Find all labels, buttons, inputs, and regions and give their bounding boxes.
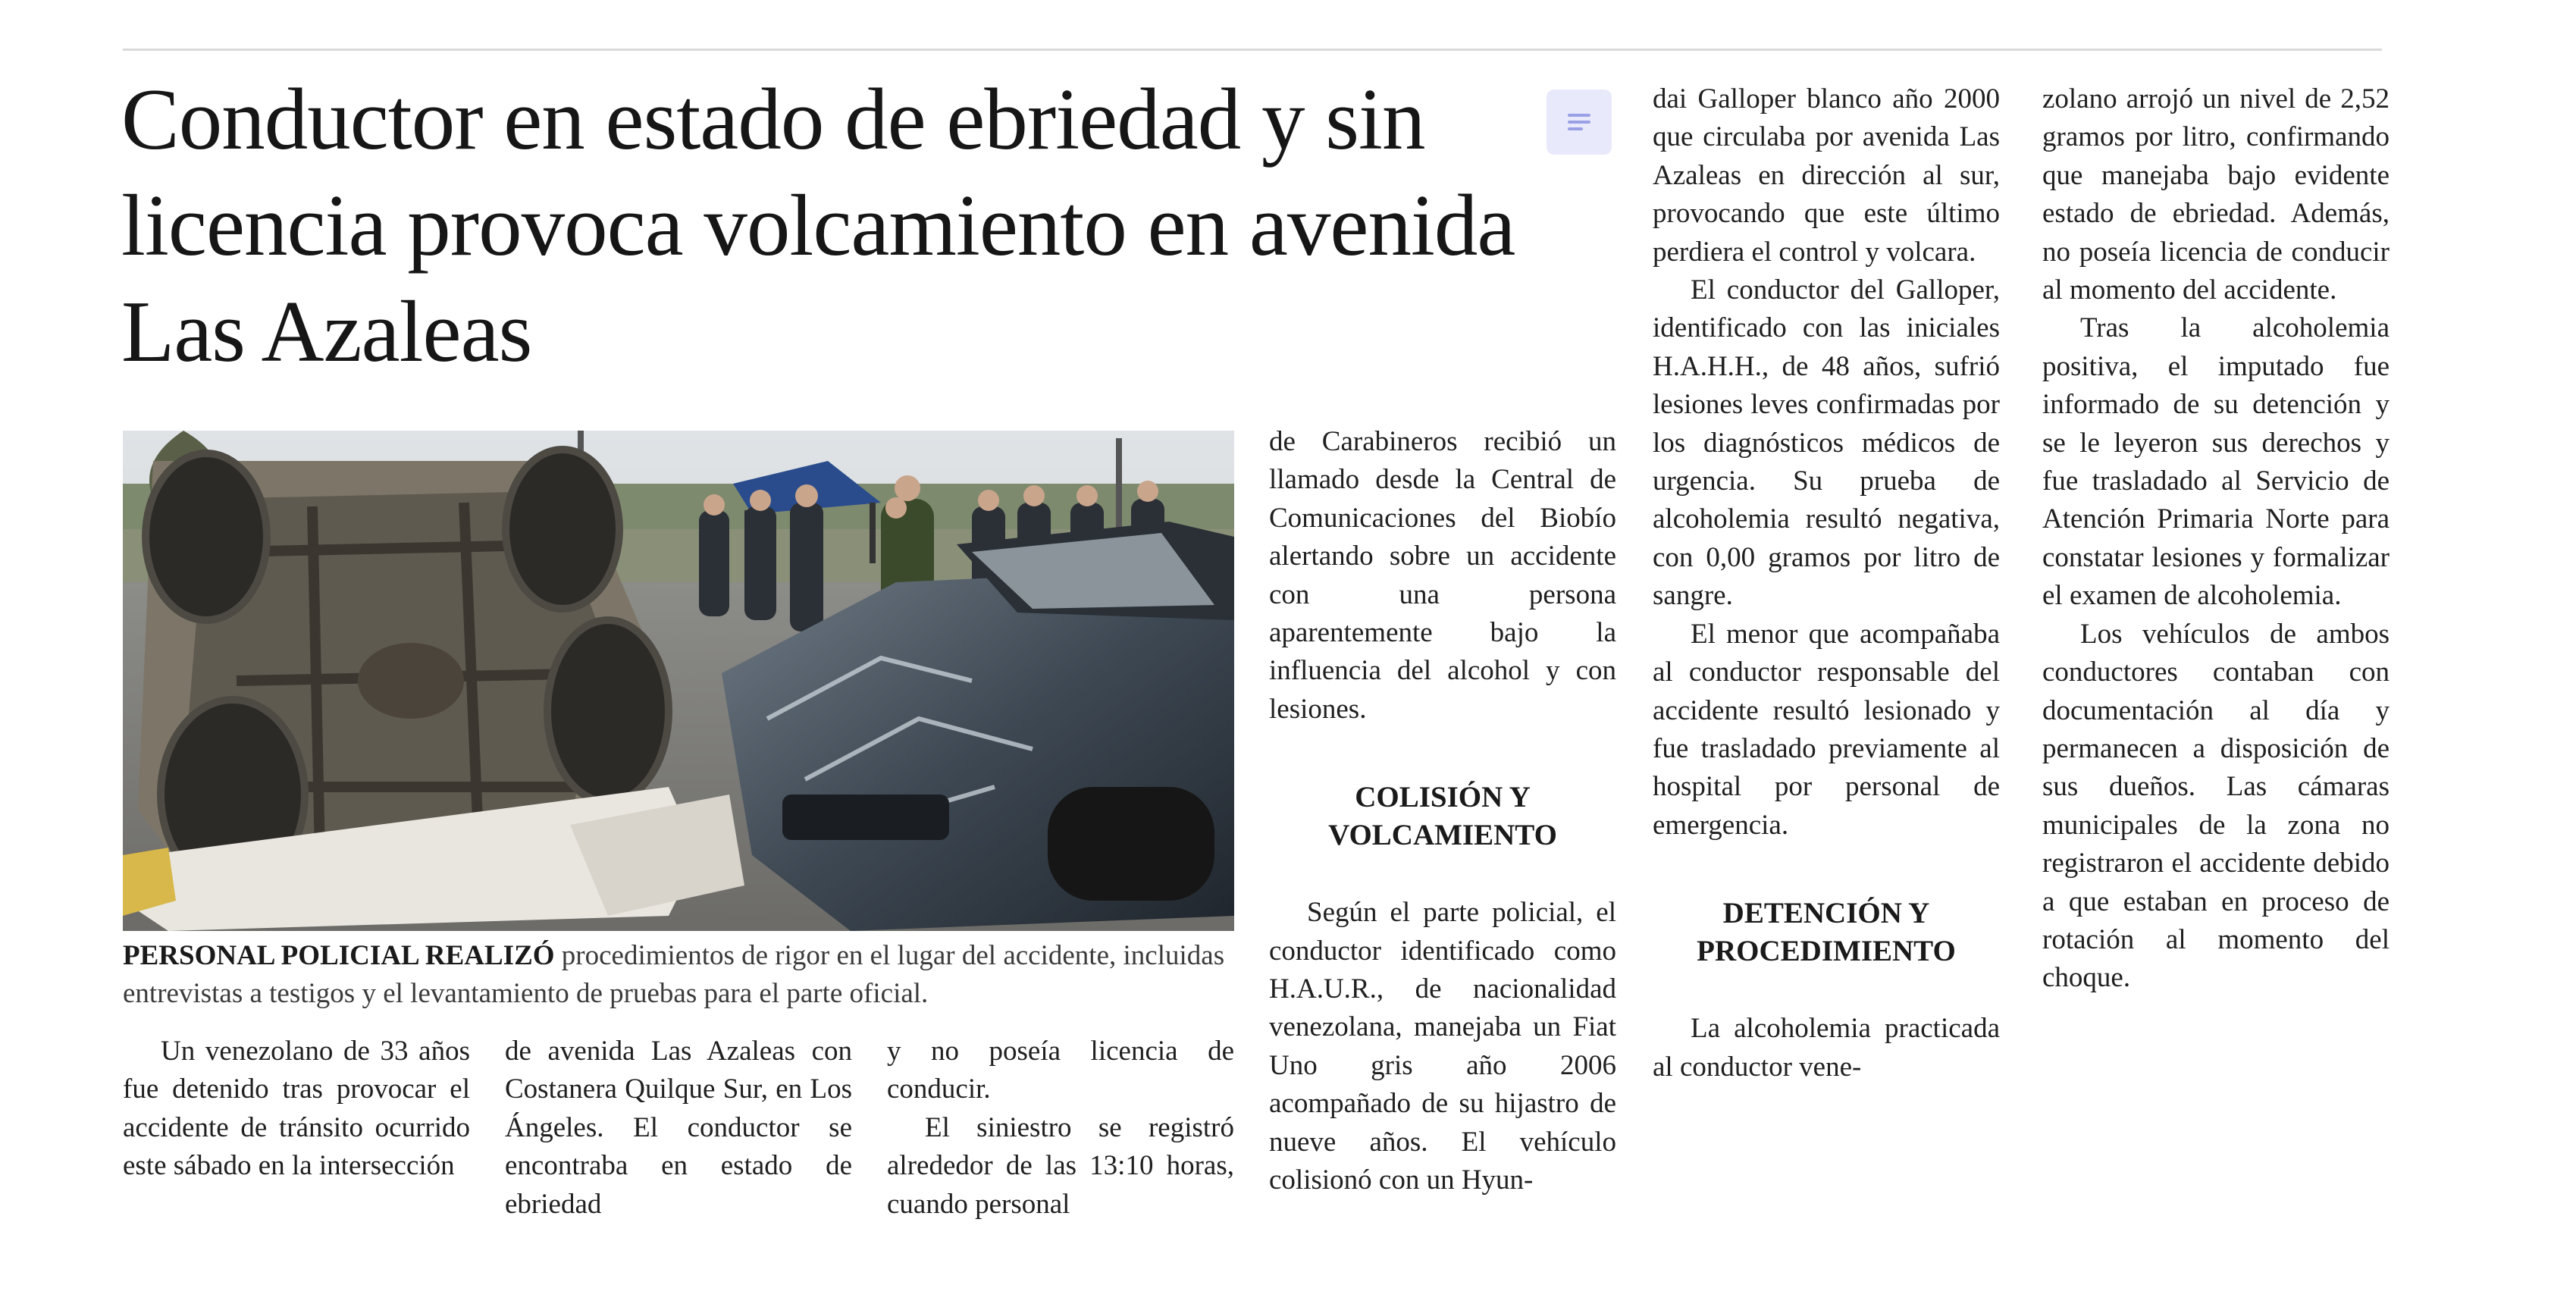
section-subheading: DETENCIÓN Y PROCEDIMIENTO [1697, 897, 1956, 968]
body-paragraph: El siniestro se registró alrededor de las 13:10 horas, cuando personal [887, 1111, 1234, 1220]
photo-caption [123, 937, 1234, 1013]
article-column-4 [1269, 423, 1616, 1200]
article-column-3 [887, 1033, 1234, 1224]
article-column-5 [1653, 80, 2000, 1086]
body-paragraph: zolano arrojó un nivel de 2,52 gramos por litro, confirmando que manejaba bajo evidente estado de ebriedad. Además, no poseía licencia de conducir al momento del accidente. [2042, 83, 2390, 306]
article-headline: Conductor en estado de ebriedad y sin licencia provoca volcamiento en avenida Las Azaleas [121, 71, 1515, 380]
article-column-1 [123, 1033, 470, 1186]
notes-button[interactable] [1547, 89, 1612, 155]
body-paragraph: Tras la alcoholemia positiva, el imputado fue informado de su detención y se le leyeron sus derechos y fue trasladado al Servicio de Atención Primaria Norte para constatar lesiones y formalizar el examen de alcoholemia. [2042, 312, 2390, 612]
body-paragraph: Un venezolano de 33 años fue detenido tras provocar el accidente de tránsito ocurrido este sábado en la intersección [123, 1036, 470, 1182]
article-column-2 [505, 1033, 852, 1224]
article-column-6 [2042, 80, 2390, 998]
caption-lead: PERSONAL POLICIAL REALIZÓ [123, 940, 555, 971]
body-paragraph: dai Galloper blanco año 2000 que circulaba por avenida Las Azaleas en dirección al sur, provocando que este último perdiera el control y volcara. [1653, 83, 2000, 268]
body-paragraph: de Carabineros recibió un llamado desde la Central de Comunicaciones del Biobío alertando sobre un accidente con una persona aparentemente bajo la influencia del alcohol y con lesiones. [1269, 426, 1616, 725]
body-paragraph: La alcoholemia practicada al conductor vene- [1653, 1013, 2000, 1083]
body-paragraph: El menor que acompañaba al conductor responsable del accidente resultó lesionado y fue trasladado previamente al hospital por personal de emergencia. [1653, 618, 2000, 841]
page-top-rule [123, 49, 2382, 51]
body-paragraph: y no poseía licencia de conducir. [887, 1036, 1234, 1105]
body-paragraph: de avenida Las Azaleas con Costanera Quilque Sur, en Los Ángeles. El conductor se encontraba en estado de ebriedad [505, 1036, 852, 1220]
accident-photo [123, 431, 1234, 931]
body-paragraph: El conductor del Galloper, identificado con las iniciales H.A.H.H., de 48 años, sufrió lesiones leves confirmadas por los diagnósticos médicos de urgencia. Su prueba de alcoholemia resultó negativa, con 0,00 gramos por litro de sangre. [1653, 274, 2000, 612]
body-paragraph: Según el parte policial, el conductor identificado como H.A.U.R., de nacionalidad venezolana, manejaba un Fiat Uno gris año 2006 acompañado de su hijastro de nueve años. El vehículo colisionó con un Hyun- [1269, 897, 1616, 1196]
section-subheading: COLISIÓN Y VOLCAMIENTO [1328, 781, 1557, 852]
body-paragraph: Los vehículos de ambos conductores contaban con documentación al día y permanecen a disposición de sus dueños. Las cámaras municipales de la zona no registraron el accidente debido a que estaban en proceso de rotación al momento del choque. [2042, 618, 2390, 994]
text-lines-icon [1566, 111, 1592, 133]
caption-text: procedimientos de rigor en el lugar del accidente, incluidas entrevistas a testigos y el levantamiento de pruebas para el parte oficial. [123, 940, 1225, 1009]
